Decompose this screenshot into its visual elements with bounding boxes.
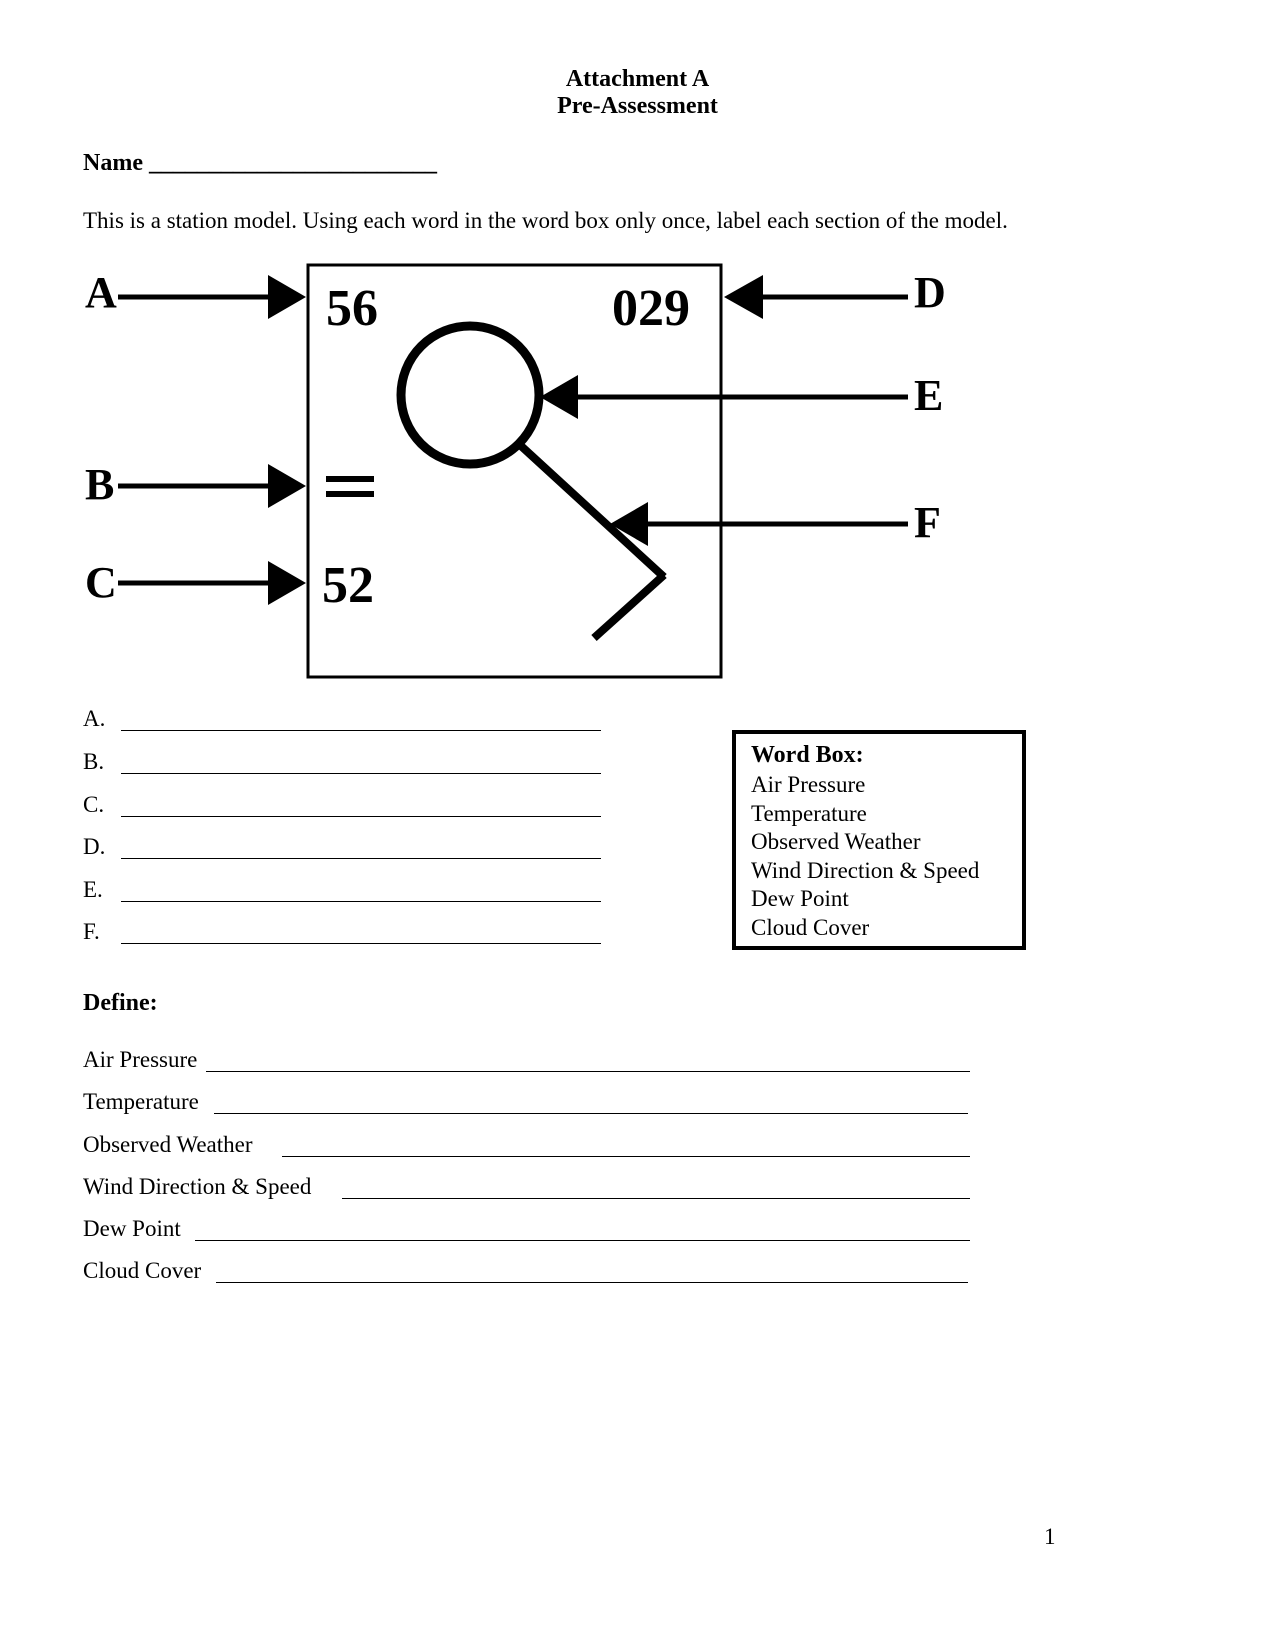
arrow-label-d: D [914, 268, 946, 317]
arrow-label-b: B [85, 460, 115, 509]
word-box-item: Cloud Cover [751, 915, 870, 940]
answer-label-a: A. [83, 706, 106, 731]
answer-blank-a[interactable] [121, 730, 601, 731]
define-blank-wind-direction-speed[interactable] [342, 1198, 970, 1199]
answer-label-d: D. [83, 834, 106, 859]
arrow-f [610, 502, 908, 546]
arrow-b [118, 464, 306, 508]
define-term-dew-point: Dew Point [83, 1216, 181, 1241]
answer-blank-b[interactable] [121, 773, 601, 774]
define-blank-temperature[interactable] [214, 1113, 968, 1114]
document-subtitle: Pre-Assessment [557, 93, 718, 119]
arrow-label-f: F [914, 498, 941, 547]
word-box-item: Wind Direction & Speed [751, 858, 980, 883]
define-term-air-pressure: Air Pressure [83, 1047, 198, 1072]
word-box-item: Observed Weather [751, 829, 921, 854]
name-blank[interactable]: ________________________ [148, 150, 437, 176]
answer-label-c: C. [83, 792, 105, 817]
answer-blank-e[interactable] [121, 901, 601, 902]
word-box-item: Dew Point [751, 886, 849, 911]
define-blank-dew-point[interactable] [195, 1240, 970, 1241]
word-box-item: Air Pressure [751, 772, 866, 797]
instructions: This is a station model. Using each word in the word box only once, label each section of the model. [83, 208, 1008, 233]
define-blank-observed-weather[interactable] [282, 1156, 970, 1157]
arrow-a [118, 275, 306, 319]
word-box-title: Word Box: [751, 742, 864, 768]
define-term-temperature: Temperature [83, 1089, 199, 1114]
define-term-cloud-cover: Cloud Cover [83, 1258, 202, 1283]
define-blank-cloud-cover[interactable] [216, 1282, 968, 1283]
arrow-label-e: E [914, 371, 944, 420]
page-number: 1 [1044, 1524, 1056, 1549]
answer-blank-c[interactable] [121, 816, 601, 817]
answer-label-e: E. [83, 877, 103, 902]
define-heading: Define: [83, 990, 158, 1016]
answer-blank-f[interactable] [121, 943, 601, 944]
arrow-c [118, 561, 306, 605]
cloud-cover-circle [401, 326, 539, 464]
define-blank-air-pressure[interactable] [206, 1071, 970, 1072]
temperature-value: 56 [326, 280, 378, 337]
arrow-label-a: A [85, 268, 117, 317]
pressure-value: 029 [612, 280, 690, 337]
define-term-wind-direction-speed: Wind Direction & Speed [83, 1174, 312, 1199]
word-box [732, 730, 1026, 950]
answer-label-f: F. [83, 919, 100, 944]
dew-point-value: 52 [322, 557, 374, 614]
answer-blank-d[interactable] [121, 858, 601, 859]
word-box-item: Temperature [751, 801, 867, 826]
arrow-label-c: C [85, 558, 117, 607]
fog-weather-symbol [326, 476, 374, 497]
arrow-e [540, 375, 908, 419]
document-title: Attachment A [565, 66, 710, 92]
name-label: Name [83, 150, 143, 176]
arrow-d [724, 275, 908, 319]
define-term-observed-weather: Observed Weather [83, 1132, 253, 1157]
answer-label-b: B. [83, 749, 105, 774]
